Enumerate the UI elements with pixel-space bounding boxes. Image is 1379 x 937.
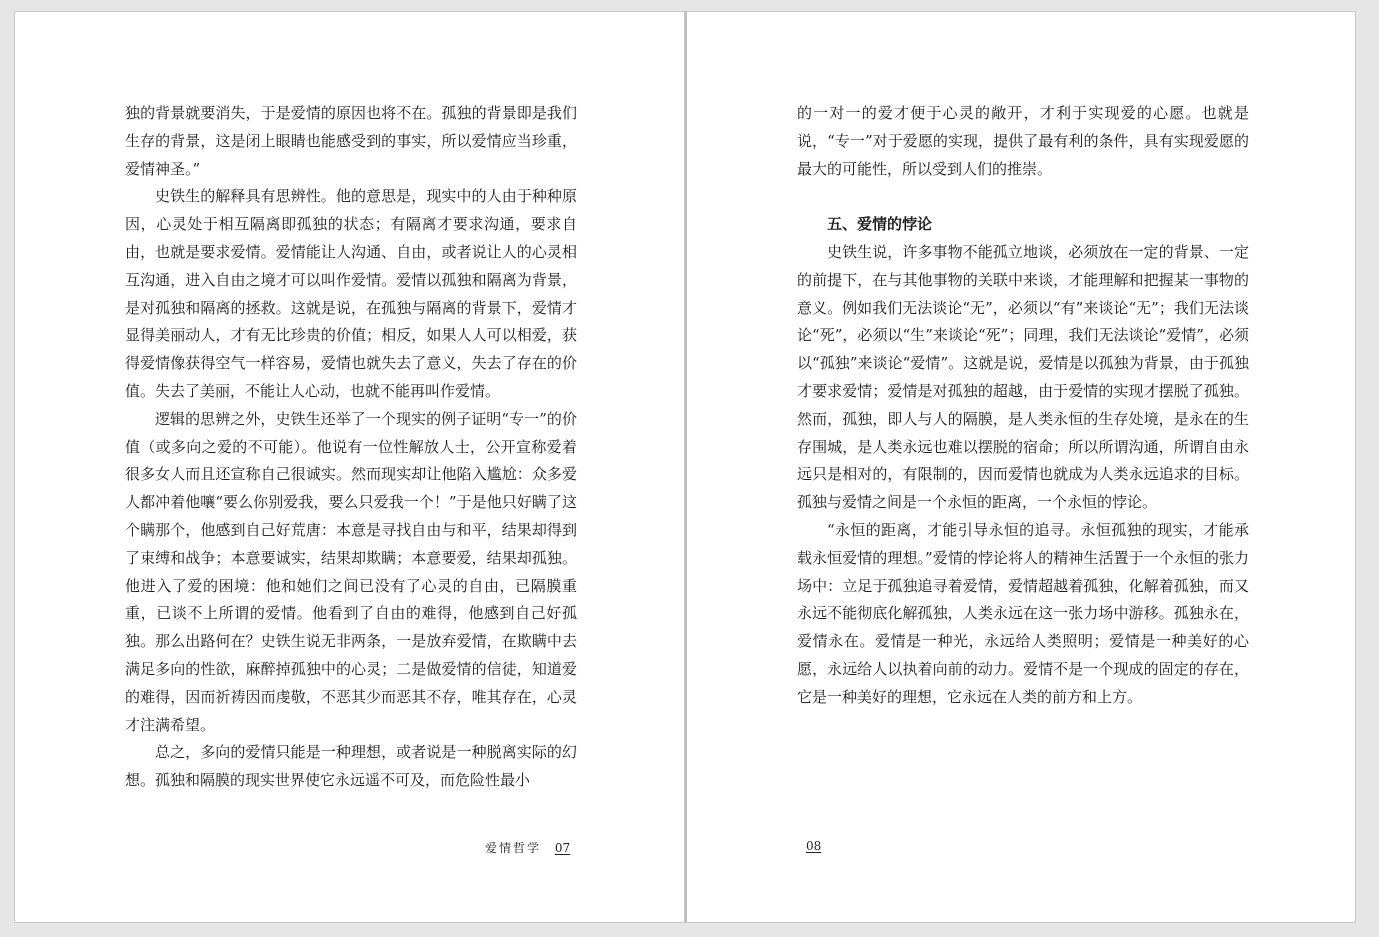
page-number: 08: [806, 839, 822, 853]
page-number: 07: [554, 841, 571, 855]
right-page-body: [797, 100, 1249, 712]
body-paragraph: 史铁生说，许多事物不能孤立地谈，必须放在一定的背景、一定的前提下，在与其他事物的关联中来谈，才能理解和把握某一事物的意义。例如我们无法谈论“无”，必须以“有”来谈论“无”；我们无法谈论“死”，必须以“生”来谈论“死”；同理，我们无法谈论“爱情”，必须以“孤独”来谈论“爱情”。这就是说，爱情是以孤独为背景，由于孤独才要求爱情；爱情是对孤独的超越，由于爱情的实现才摆脱了孤独。然而，孤独，即人与人的隔膜，是人类永恒的生存处境，是永在的生存围城，是人类永远也难以摆脱的宿命；所以所谓沟通，所谓自由永远只是相对的，有限制的，因而爱情也就成为人类永远追求的目标。孤独与爱情之间是一个永恒的距离，一个永恒的悖论。: [797, 242, 1249, 512]
right-page: [685, 11, 1356, 923]
body-paragraph: 的一对一的爱才便于心灵的敞开，才利于实现爱的心愿。也就是说，“专一”对于爱愿的实现，提供了最有利的条件，具有实现爱愿的最大的可能性，所以受到人们的推崇。: [797, 104, 1249, 178]
running-book-title: 爱情哲学: [485, 841, 542, 855]
body-paragraph: “永恒的距离，才能引导永恒的追寻。永恒孤独的现实，才能承载永恒爱情的理想。”爱情的悖论将人的精神生活置于一个永恒的张力场中：立足于孤独追寻着爱情，爱情超越着孤独，化解着孤独，而又永远不能彻底化解孤独，人类永远在这一张力场中游移。孤独永在，爱情永在。爱情是一种光，永远给人类照明；爱情是一种美好的心愿，永远给人以执着向前的动力。爱情不是一个现成的固定的存在，它是一种美好的理想，它永远在人类的前方和上方。: [797, 520, 1249, 706]
body-paragraph: 逻辑的思辨之外，史铁生还举了一个现实的例子证明“专一”的价值（或多向之爱的不可能）。他说有一位性解放人士，公开宣称爱着很多女人而且还宣称自己很诚实。然而现实却让他陷入尴尬：众多爱人都冲着他嚷“要么你别爱我，要么只爱我一个！”于是他只好瞒了这个瞒那个，他感到自己好荒唐：本意是寻找自由与和平，结果却得到了束缚和战争；本意要诚实，结果却欺瞒；本意要爱，结果却孤独。他进入了爱的困境：他和她们之间已没有了心灵的自由，已隔膜重重，已谈不上所谓的爱情。他看到了自由的难得，他感到自己好孤独。那么出路何在？史铁生说无非两条，一是放弃爱情，在欺瞒中去满足多向的性欲，麻醉掉孤独中的心灵；二是做爱情的信徒，知道爱的难得，因而祈祷因而虔敬，不恶其少而恶其不存，唯其存在，心灵才注满希望。: [125, 409, 577, 734]
left-page: [14, 11, 685, 923]
section-heading: 五、爱情的悖论: [827, 215, 933, 234]
body-paragraph: 史铁生的解释具有思辨性。他的意思是，现实中的人由于种种原因，心灵处于相互隔离即孤独的状态；有隔离才要求沟通，要求自由，也就是要求爱情。爱情能让人沟通、自由，或者说让人的心灵相互沟通，进入自由之境才可以叫作爱情。爱情以孤独和隔离为背景，是对孤独和隔离的拯救。这就是说，在孤独与隔离的背景下，爱情才显得美丽动人，才有无比珍贵的价值；相反，如果人人可以相爱，获得爱情像获得空气一样容易，爱情也就失去了意义，失去了存在的价值。失去了美丽，不能让人心动，也就不能再叫作爱情。: [125, 187, 577, 400]
body-paragraph: 总之，多向的爱情只能是一种理想，或者说是一种脱离实际的幻想。孤独和隔膜的现实世界使它永远遥不可及，而危险性最小: [125, 743, 577, 790]
right-page-footer: [804, 839, 823, 853]
left-page-footer: [485, 839, 572, 856]
left-page-body: [125, 100, 577, 795]
body-paragraph: 独的背景就要消失，于是爱情的原因也将不在。孤独的背景即是我们生存的背景，这是闭上眼睛也能感受到的事实，所以爱情应当珍重，爱情神圣。”: [125, 104, 577, 178]
